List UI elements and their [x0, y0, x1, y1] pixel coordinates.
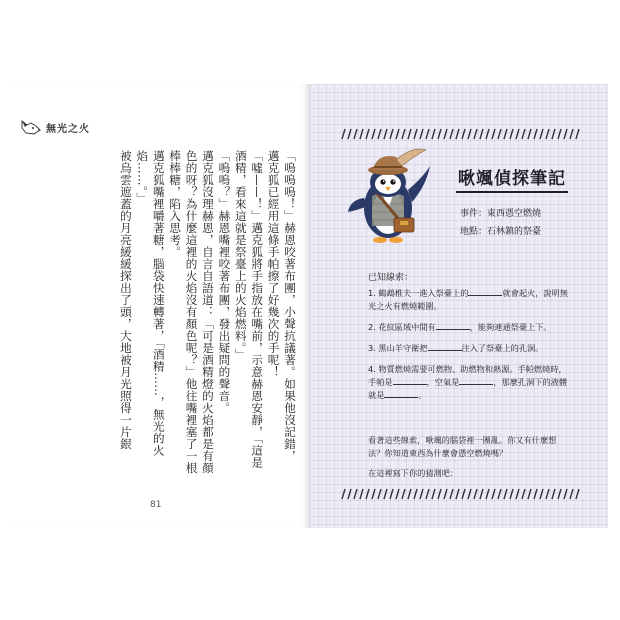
- page-number: 81: [150, 500, 162, 510]
- fox-head-icon: [20, 118, 42, 136]
- story-paragraph: 「嗚嗚？」赫恩嘴裡咬著布團，發出疑問的聲音。: [217, 150, 232, 414]
- right-page: [310, 84, 608, 528]
- chapter-header: [20, 118, 90, 136]
- case-location: 地點：石林鎮的祭臺: [460, 227, 542, 237]
- story-text: [34, 150, 298, 480]
- chapter-title: 無光之火: [46, 123, 90, 135]
- story-paragraph: 邁克狐嘴裡嚼著糖，腦袋快速轉著，「酒精……，無光的火焰……。」: [135, 150, 166, 457]
- book-spread: [12, 84, 608, 528]
- list-item: 4. 物質燃燒需要可燃物、助燃物和熱源。手帕燃燒時，手帕是 ，空氣是 ，那麼孔洞下的液體就是 。: [368, 364, 568, 400]
- story-paragraph: 被烏雲遮蓋的月亮緩緩探出了頭，大地被月光照得一片銀: [118, 150, 133, 450]
- case-event: 事件：東西憑空燃燒: [460, 209, 542, 219]
- notebook-title: 啾颯偵探筆記: [458, 164, 566, 189]
- story-paragraph: 邁克狐沒理赫恩，自言自語道：「可是酒精燈的火焰都是有顏色的呀？為什麼這裡的火焰沒有顏色呢？」他往嘴裡塞了一根棒棒糖，陷入思考。: [168, 150, 215, 474]
- answer-blank[interactable]: [384, 389, 418, 398]
- write-prompt: 在這裡寫下你的猜測吧：: [368, 468, 459, 478]
- list-item: 1. 鶴鵡椎夫一進入祭臺上的 就會起火，說明無光之火有燃燒範圍。: [368, 288, 568, 311]
- clue-list: [368, 287, 568, 410]
- penguin-detective-illustration: [346, 146, 432, 250]
- list-item: 2. 花紋區域中間有 ，能夠連通祭臺上下。: [368, 322, 552, 332]
- story-paragraph: 「嗚嗚嗚！」赫恩咬著布團，小聲抗議著。如果他沒記錯，: [283, 150, 297, 462]
- clues-heading: 已知線索：: [368, 273, 414, 283]
- bottom-border-decoration: [340, 488, 580, 500]
- left-page: [12, 84, 310, 528]
- reflection-question: 看著這些線索，啾颯的腦袋裡一團亂。你又有什麼想法？你知道東西為什麼會憑空燃燒嗎？: [368, 435, 557, 458]
- list-item: 3. 黑山羊守衛把 注入了祭臺上的孔洞。: [368, 343, 544, 353]
- story-paragraph: 邁克狐已經用這條手帕擦了好幾次的手呢！: [266, 150, 281, 378]
- answer-blank[interactable]: [459, 376, 493, 385]
- answer-blank[interactable]: [468, 287, 502, 296]
- story-paragraph: 「噓——！」邁克狐將手指放在嘴前，示意赫恩安靜，「這是酒精，看來這就是祭臺上的火焰燃料。」: [233, 150, 265, 469]
- answer-blank[interactable]: [436, 321, 470, 330]
- answer-blank[interactable]: [428, 342, 462, 351]
- answer-blank[interactable]: [393, 376, 427, 385]
- top-border-decoration: [340, 128, 580, 140]
